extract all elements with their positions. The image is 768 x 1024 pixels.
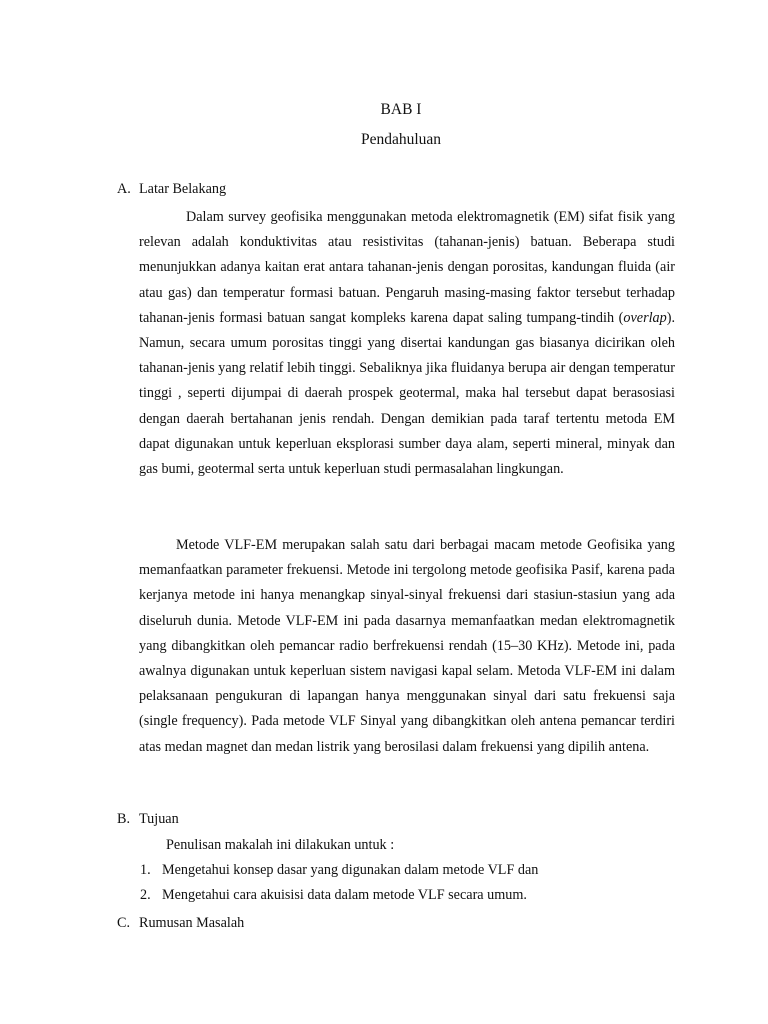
section-title: Latar Belakang bbox=[139, 181, 227, 197]
paragraph-latar-belakang-2 bbox=[139, 533, 675, 760]
list-number: 1. bbox=[140, 862, 151, 878]
section-letter: A. bbox=[117, 181, 131, 197]
section-heading-c bbox=[117, 915, 244, 932]
paragraph-text: Dalam survey geofisika menggunakan metoda elektromagnetik (EM) sifat fisik yang relevan adalah konduktivitas atau resistivitas (tahanan-jenis) batuan. Beberapa studi menunjukkan adanya kaitan erat antara tahanan-jenis dengan porositas, kandungan fluida (air atau gas) dan temperatur formasi batuan. Pengaruh masing-masing faktor tersebut terhadap tahanan-jenis formasi batuan sangat kompleks karena dapat saling tumpang-tindih ( bbox=[139, 209, 675, 326]
paragraph-text: Metode VLF-EM merupakan salah satu dari berbagai macam metode Geofisika yang memanfaatkan parameter frekuensi. Metode ini tergolong metode geofisika Pasif, karena pada kerjanya metode ini hanya menangkap sinyal-sinyal frekuensi dari stasiun-stasiun yang ada diseluruh dunia. Metode VLF-EM ini pada dasarnya memanfaatkan medan elektromagnetik yang dibangkitkan oleh pemancar radio berfrekuensi rendah (15–30 KHz). Metode ini, pada awalnya digunakan untuk keperluan sistem navigasi kapal selam. Metoda VLF-EM ini dalam pelaksanaan pengukuran di lapangan hanya menggunakan sinyal dari satu frekuensi saja (single frequency). Pada metode VLF Sinyal yang dibangkitkan oleh antena pemancar terdiri atas medan magnet dan medan listrik yang berosilasi dalam frekuensi yang dipilih antena. bbox=[139, 537, 675, 755]
paragraph-text: ). Namun, secara umum porositas tinggi yang disertai kandungan gas biasanya dicirikan oleh tahanan-jenis yang relatif lebih tinggi. Sebaliknya jika fluidanya berupa air dengan temperatur tinggi , seperti dijumpai di daerah prospek geotermal, maka hal tersebut dapat berasosiasi dengan daerah bertahanan jenis rendah. Dengan demikian pada taraf tertentu metoda EM dapat digunakan untuk keperluan eksplorasi sumber daya alam, seperti mineral, minyak dan gas bumi, geotermal serta untuk keperluan studi permasalahan lingkungan. bbox=[139, 309, 675, 478]
list-text: Mengetahui konsep dasar yang digunakan dalam metode VLF dan bbox=[162, 862, 539, 878]
list-item bbox=[140, 862, 538, 879]
section-letter: C. bbox=[117, 915, 131, 931]
list-number: 2. bbox=[140, 887, 151, 903]
section-letter: B. bbox=[117, 811, 131, 827]
section-title: Tujuan bbox=[139, 811, 179, 827]
paragraph-latar-belakang-1 bbox=[139, 205, 675, 482]
section-heading-b bbox=[117, 811, 179, 828]
chapter-title: Pendahuluan bbox=[360, 131, 442, 148]
list-item bbox=[140, 887, 527, 904]
section-heading-a bbox=[117, 181, 226, 198]
italic-term: overlap bbox=[623, 309, 667, 326]
section-title: Rumusan Masalah bbox=[139, 915, 245, 931]
chapter-heading: BAB I bbox=[380, 101, 422, 118]
tujuan-intro: Penulisan makalah ini dilakukan untuk : bbox=[166, 837, 395, 853]
list-text: Mengetahui cara akuisisi data dalam metode VLF secara umum. bbox=[162, 887, 527, 903]
